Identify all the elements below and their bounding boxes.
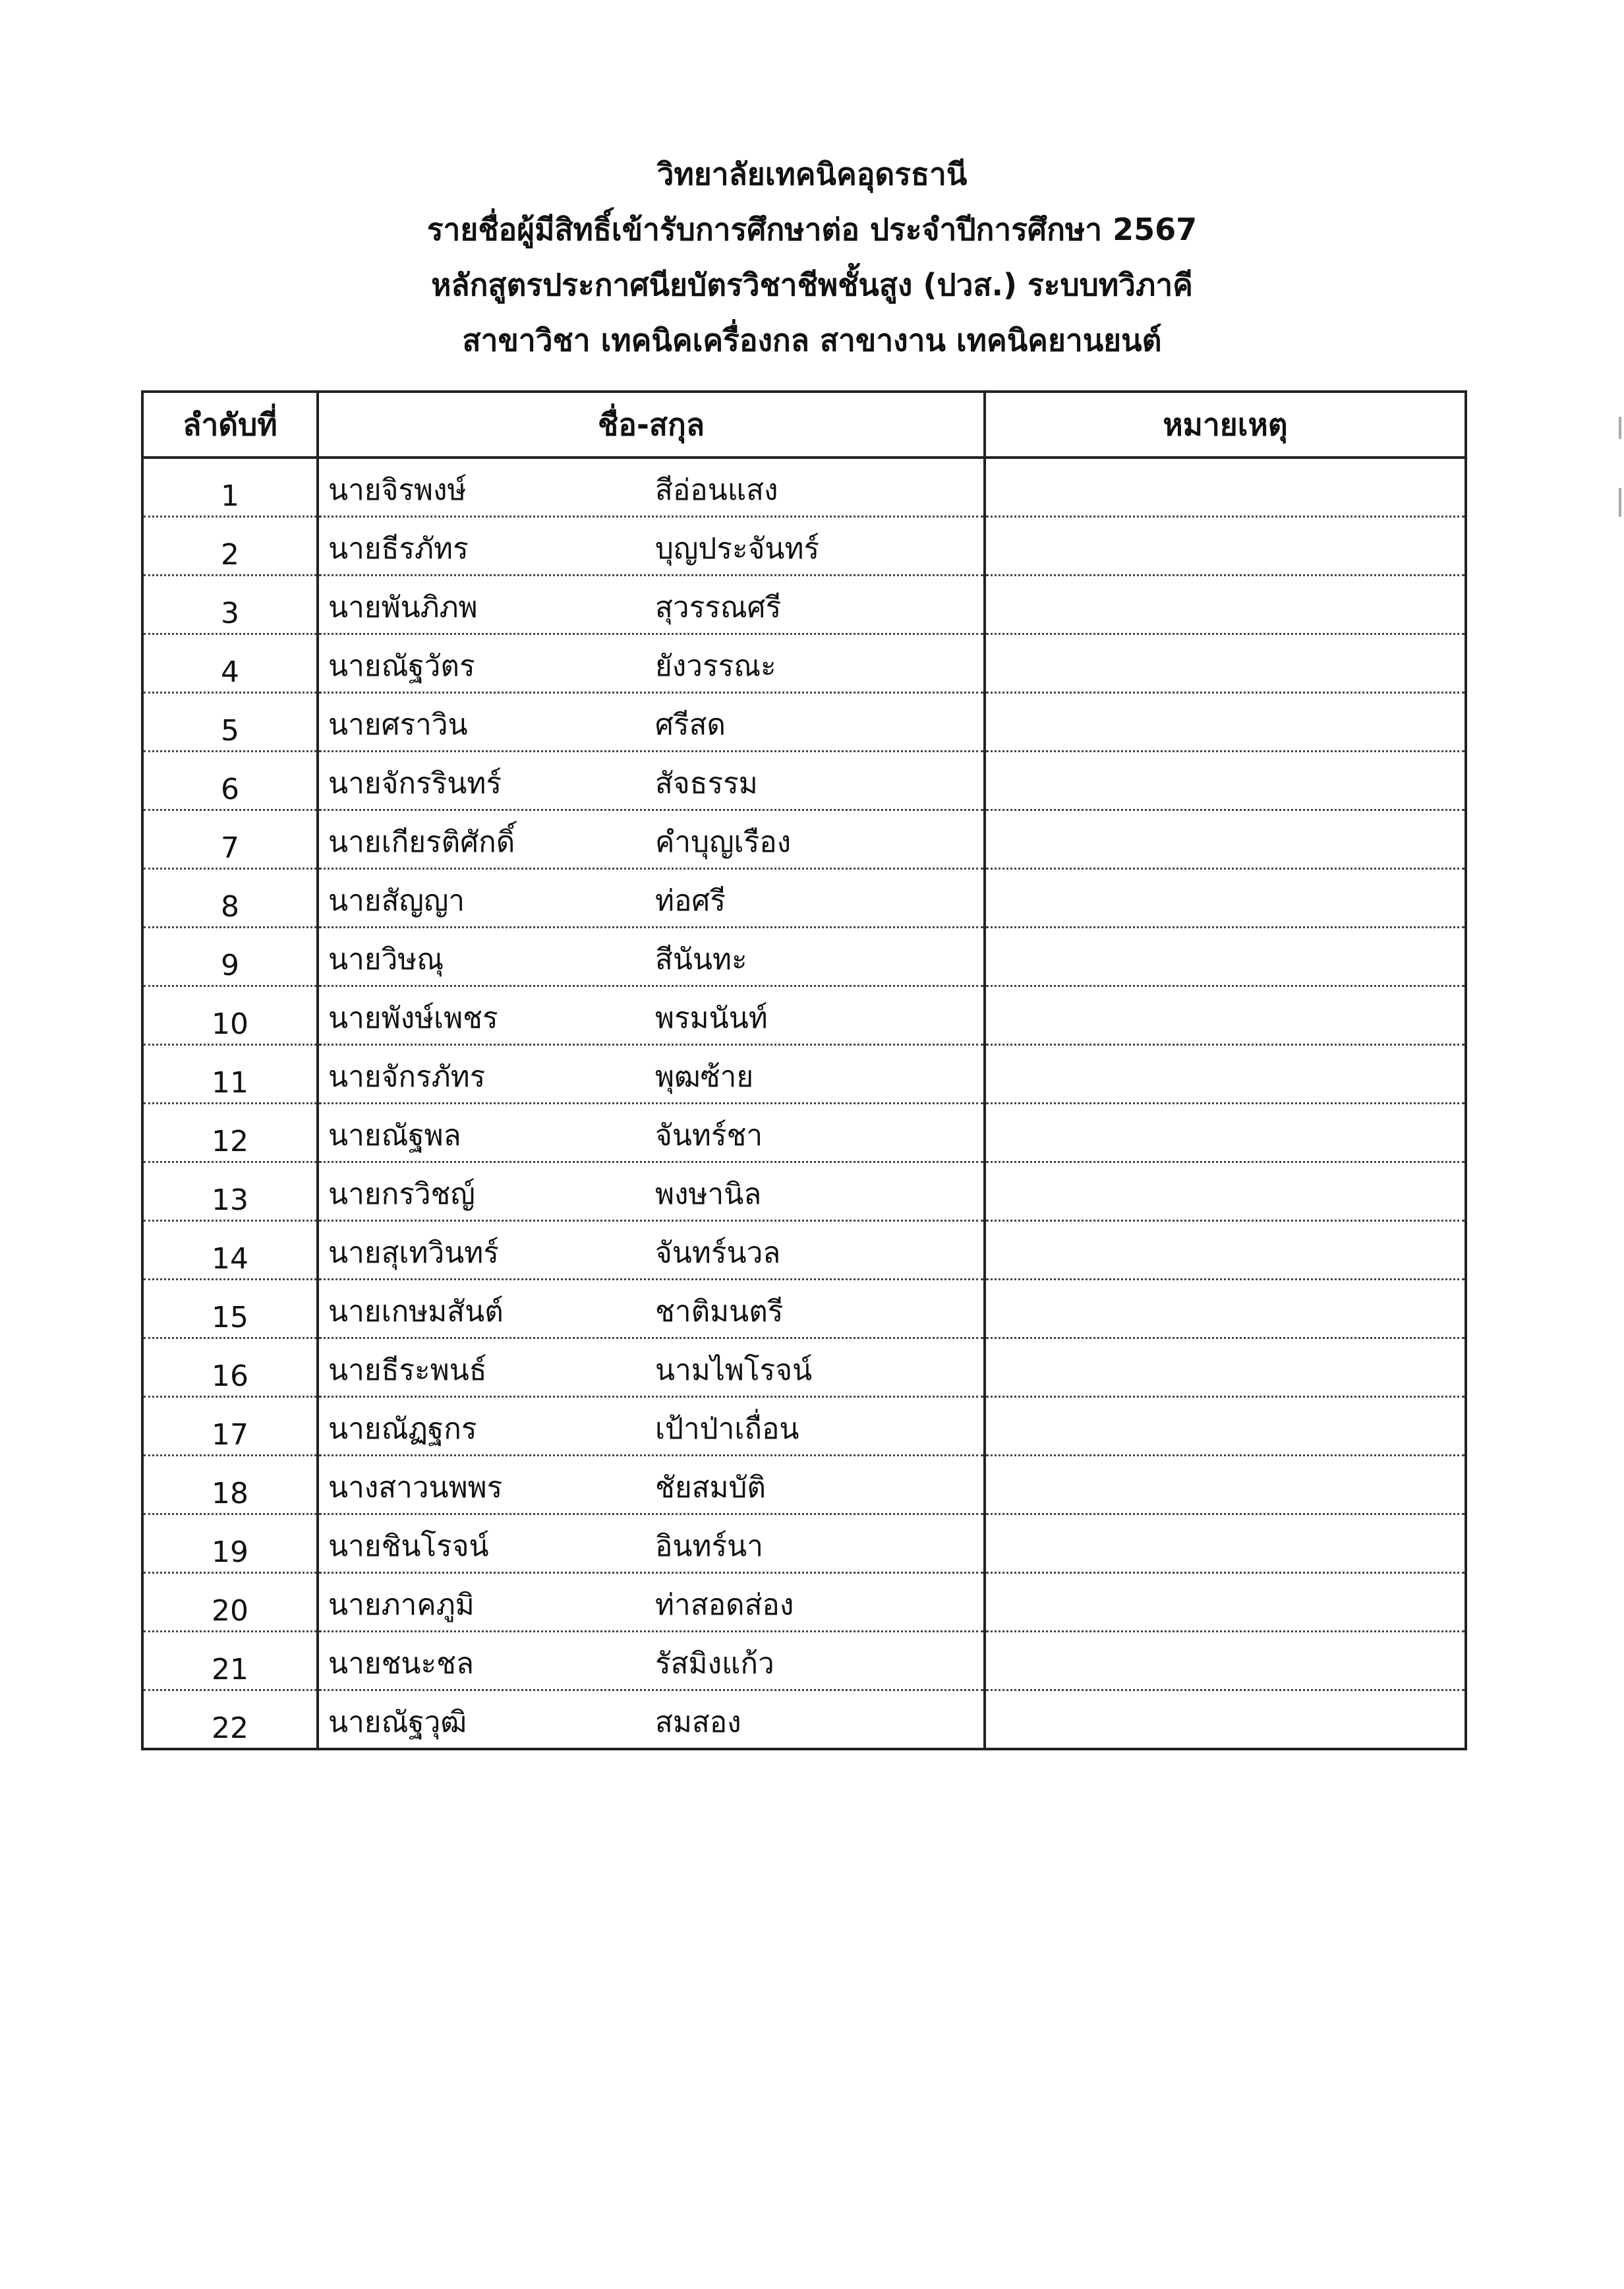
note-cell <box>985 576 1466 634</box>
table-row <box>142 576 1466 634</box>
table-row <box>142 986 1466 1045</box>
student-name-cell <box>318 869 985 928</box>
row-number: 22 <box>142 1690 318 1750</box>
first-name: นางสาวนพพร <box>328 1471 503 1504</box>
department-title: สาขาวิชา เทคนิคเครื่องกล สาขางาน เทคนิคยานยนต์ <box>462 322 1162 358</box>
row-number: 10 <box>142 986 318 1045</box>
note-cell <box>985 869 1466 928</box>
table-row <box>142 1221 1466 1280</box>
first-name: นายเกียรติศักดิ์ <box>328 825 515 859</box>
table-row <box>142 1632 1466 1690</box>
table-row <box>142 1397 1466 1456</box>
student-name-cell <box>318 1690 985 1750</box>
row-number: 16 <box>142 1338 318 1397</box>
header-row <box>142 392 1466 458</box>
table-row <box>142 869 1466 928</box>
last-name: สมสอง <box>655 1706 741 1739</box>
last-name: รัสมิงแก้ว <box>655 1647 774 1680</box>
table-row <box>142 1690 1466 1750</box>
first-name: นายณัฏฐกร <box>328 1412 477 1446</box>
note-cell <box>985 1573 1466 1632</box>
row-number: 11 <box>142 1045 318 1104</box>
row-number: 8 <box>142 869 318 928</box>
note-cell <box>985 693 1466 752</box>
last-name: เป้าป่าเถื่อน <box>655 1412 799 1446</box>
first-name: นายธีระพนธ์ <box>328 1353 487 1387</box>
first-name: นายจักรรินทร์ <box>328 767 502 800</box>
student-name-cell <box>318 1162 985 1221</box>
row-number: 12 <box>142 1104 318 1162</box>
document-header <box>0 156 1624 377</box>
row-number: 3 <box>142 576 318 634</box>
row-number: 5 <box>142 693 318 752</box>
first-name: นายภาคภูมิ <box>328 1588 475 1622</box>
student-name-cell <box>318 810 985 869</box>
first-name: นายณัฐพล <box>328 1119 461 1152</box>
first-name: นายธีรภัทร <box>328 532 469 566</box>
last-name: ท่อศรี <box>655 884 726 918</box>
first-name: นายศราวิน <box>328 708 468 742</box>
student-name-cell <box>318 1280 985 1338</box>
student-name-cell <box>318 752 985 810</box>
table-row <box>142 1573 1466 1632</box>
note-cell <box>985 1045 1466 1104</box>
row-number: 6 <box>142 752 318 810</box>
note-cell <box>985 1397 1466 1456</box>
note-cell <box>985 1514 1466 1573</box>
note-cell <box>985 1338 1466 1397</box>
note-cell <box>985 1632 1466 1690</box>
note-cell <box>985 928 1466 986</box>
note-cell <box>985 1221 1466 1280</box>
first-name: นายชนะชล <box>328 1647 474 1680</box>
first-name: นายสัญญา <box>328 884 465 918</box>
student-name-cell <box>318 458 985 517</box>
student-name-cell <box>318 517 985 576</box>
last-name: คำบุญเรือง <box>655 825 792 859</box>
table-row <box>142 1280 1466 1338</box>
student-name-cell <box>318 1221 985 1280</box>
last-name: พงษานิล <box>655 1177 762 1211</box>
row-number: 1 <box>142 458 318 517</box>
row-number: 13 <box>142 1162 318 1221</box>
row-number: 2 <box>142 517 318 576</box>
table-row <box>142 693 1466 752</box>
row-number: 18 <box>142 1456 318 1514</box>
row-number: 14 <box>142 1221 318 1280</box>
first-name: นายวิษณุ <box>328 943 444 976</box>
row-number: 9 <box>142 928 318 986</box>
student-name-cell <box>318 1632 985 1690</box>
table-row <box>142 634 1466 693</box>
student-name-cell <box>318 634 985 693</box>
table-row <box>142 458 1466 517</box>
header-name: ชื่อ-สกุล <box>318 392 985 458</box>
last-name: ท่าสอดส่อง <box>655 1588 794 1622</box>
table-row <box>142 1045 1466 1104</box>
student-name-cell <box>318 1397 985 1456</box>
note-cell <box>985 1690 1466 1750</box>
row-number: 20 <box>142 1573 318 1632</box>
last-name: ชัยสมบัติ <box>655 1471 767 1504</box>
row-number: 19 <box>142 1514 318 1573</box>
note-cell <box>985 517 1466 576</box>
note-cell <box>985 1280 1466 1338</box>
first-name: นายเกษมสันต์ <box>328 1295 504 1328</box>
first-name: นายณัฐวัตร <box>328 649 475 683</box>
last-name: พรมนันท์ <box>655 1001 768 1035</box>
note-cell <box>985 810 1466 869</box>
table-row <box>142 928 1466 986</box>
last-name: สีนันทะ <box>655 943 747 976</box>
last-name: ยังวรรณะ <box>655 649 776 683</box>
first-name: นายพันภิภพ <box>328 591 478 624</box>
student-table-container <box>141 390 1464 1750</box>
first-name: นายสุเทวินทร์ <box>328 1236 499 1270</box>
last-name: จันทร์ชา <box>655 1119 763 1152</box>
first-name: นายพังษ์เพชร <box>328 1001 498 1035</box>
student-name-cell <box>318 1045 985 1104</box>
table-header <box>142 392 1466 458</box>
note-cell <box>985 1456 1466 1514</box>
student-name-cell <box>318 693 985 752</box>
last-name: ชาติมนตรี <box>655 1295 784 1328</box>
table-body <box>142 458 1466 1749</box>
last-name: ศรีสด <box>655 708 726 742</box>
student-name-cell <box>318 1104 985 1162</box>
last-name: บุญประจันทร์ <box>655 532 820 566</box>
note-cell <box>985 458 1466 517</box>
table-row <box>142 752 1466 810</box>
first-name: นายจักรภัทร <box>328 1060 486 1094</box>
list-title: รายชื่อผู้มีสิทธิ์เข้ารับการศึกษาต่อ ประจำปีการศึกษา 2567 <box>426 212 1198 247</box>
row-number: 17 <box>142 1397 318 1456</box>
row-number: 15 <box>142 1280 318 1338</box>
last-name: จันทร์นวล <box>655 1236 781 1270</box>
student-name-cell <box>318 1573 985 1632</box>
program-title: หลักสูตรประกาศนียบัตรวิชาชีพชั้นสูง (ปวส.) ระบบทวิภาคี <box>431 267 1193 303</box>
last-name: สุวรรณศรี <box>655 591 782 624</box>
row-number: 4 <box>142 634 318 693</box>
last-name: นามไพโรจน์ <box>655 1353 813 1387</box>
table-row <box>142 1456 1466 1514</box>
note-cell <box>985 752 1466 810</box>
note-cell <box>985 634 1466 693</box>
last-name: สัจธรรม <box>655 767 758 800</box>
first-name: นายจิรพงษ์ <box>328 473 467 507</box>
note-cell <box>985 986 1466 1045</box>
table-row <box>142 517 1466 576</box>
last-name: อินทร์นา <box>655 1530 763 1563</box>
student-table <box>141 390 1467 1750</box>
table-row <box>142 1338 1466 1397</box>
table-row <box>142 810 1466 869</box>
note-cell <box>985 1104 1466 1162</box>
table-row <box>142 1514 1466 1573</box>
student-name-cell <box>318 1456 985 1514</box>
scan-margin-mark <box>1619 488 1621 517</box>
scan-margin-mark <box>1619 417 1621 439</box>
header-note: หมายเหตุ <box>985 392 1466 458</box>
last-name: สีอ่อนแสง <box>655 473 778 507</box>
header-no: ลำดับที่ <box>142 392 318 458</box>
row-number: 21 <box>142 1632 318 1690</box>
student-name-cell <box>318 1338 985 1397</box>
last-name: พุฒซ้าย <box>655 1060 754 1094</box>
note-cell <box>985 1162 1466 1221</box>
college-name: วิทยาลัยเทคนิคอุดรธานี <box>656 156 968 192</box>
first-name: นายกรวิชญ์ <box>328 1177 475 1211</box>
table-row <box>142 1104 1466 1162</box>
student-name-cell <box>318 928 985 986</box>
student-name-cell <box>318 986 985 1045</box>
table-row <box>142 1162 1466 1221</box>
student-name-cell <box>318 1514 985 1573</box>
first-name: นายชินโรจน์ <box>328 1530 489 1563</box>
row-number: 7 <box>142 810 318 869</box>
student-name-cell <box>318 576 985 634</box>
first-name: นายณัฐวุฒิ <box>328 1706 467 1739</box>
